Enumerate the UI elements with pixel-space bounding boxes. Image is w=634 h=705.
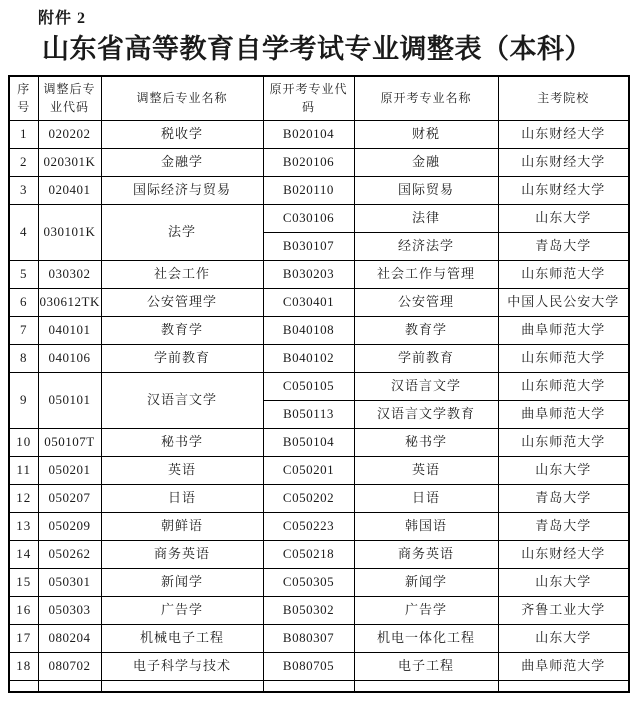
cell-old-name: 财税 — [354, 120, 498, 148]
cell-old-name: 商务英语 — [354, 540, 498, 568]
table-row-partial — [9, 680, 629, 692]
cell-old-name: 新闻学 — [354, 568, 498, 596]
table-row — [9, 204, 629, 232]
cell-old-code: B020104 — [263, 120, 354, 148]
table-row — [9, 120, 629, 148]
cell-university: 曲阜师范大学 — [498, 652, 629, 680]
cell-old-code: C050223 — [263, 512, 354, 540]
cell-university: 齐鲁工业大学 — [498, 596, 629, 624]
cell-serial: 12 — [9, 484, 38, 512]
cell-old-name: 日语 — [354, 484, 498, 512]
table-row — [9, 176, 629, 204]
cell-old-name: 法律 — [354, 204, 498, 232]
cell-old-code: C050305 — [263, 568, 354, 596]
cell-old-code: B050302 — [263, 596, 354, 624]
cell-serial: 16 — [9, 596, 38, 624]
table-row — [9, 568, 629, 596]
cell-new-code: 040101 — [38, 316, 101, 344]
cell-university: 山东大学 — [498, 624, 629, 652]
column-header-serial: 序号 — [9, 76, 38, 120]
cell-old-code: C050105 — [263, 372, 354, 400]
cell-old-code: C050202 — [263, 484, 354, 512]
cell-empty — [263, 680, 354, 692]
cell-new-code: 050303 — [38, 596, 101, 624]
table-row — [9, 652, 629, 680]
cell-university: 山东大学 — [498, 204, 629, 232]
cell-new-code: 050207 — [38, 484, 101, 512]
cell-new-name: 英语 — [101, 456, 263, 484]
table-row — [9, 512, 629, 540]
column-header-old-name: 原开考专业名称 — [354, 76, 498, 120]
cell-empty — [38, 680, 101, 692]
table-row — [9, 456, 629, 484]
column-header-new-code: 调整后专业代码 — [38, 76, 101, 120]
cell-new-code: 030612TK — [38, 288, 101, 316]
cell-old-code: B030107 — [263, 232, 354, 260]
cell-old-code: B030203 — [263, 260, 354, 288]
cell-new-code: 080702 — [38, 652, 101, 680]
cell-university: 山东师范大学 — [498, 344, 629, 372]
cell-new-code: 040106 — [38, 344, 101, 372]
cell-university: 青岛大学 — [498, 484, 629, 512]
column-header-old-code: 原开考专业代码 — [263, 76, 354, 120]
cell-old-name: 秘书学 — [354, 428, 498, 456]
cell-new-name: 秘书学 — [101, 428, 263, 456]
cell-old-code: B020106 — [263, 148, 354, 176]
table-header-row — [9, 76, 629, 120]
cell-serial: 1 — [9, 120, 38, 148]
attachment-label: 附件 2 — [38, 10, 87, 27]
cell-old-name: 韩国语 — [354, 512, 498, 540]
cell-old-name: 国际贸易 — [354, 176, 498, 204]
cell-old-code: C030106 — [263, 204, 354, 232]
cell-serial: 4 — [9, 204, 38, 260]
cell-empty — [498, 680, 629, 692]
cell-serial: 6 — [9, 288, 38, 316]
cell-old-name: 学前教育 — [354, 344, 498, 372]
cell-university: 山东财经大学 — [498, 148, 629, 176]
cell-old-code: C030401 — [263, 288, 354, 316]
cell-new-name: 新闻学 — [101, 568, 263, 596]
cell-old-name: 社会工作与管理 — [354, 260, 498, 288]
cell-serial: 11 — [9, 456, 38, 484]
cell-new-code: 030101K — [38, 204, 101, 260]
cell-serial: 9 — [9, 372, 38, 428]
table-body — [9, 120, 629, 692]
cell-new-name: 汉语言文学 — [101, 372, 263, 428]
cell-serial: 14 — [9, 540, 38, 568]
cell-new-name: 电子科学与技术 — [101, 652, 263, 680]
cell-serial: 5 — [9, 260, 38, 288]
cell-old-code: B020110 — [263, 176, 354, 204]
cell-new-name: 公安管理学 — [101, 288, 263, 316]
table-row — [9, 428, 629, 456]
cell-empty — [354, 680, 498, 692]
cell-serial: 13 — [9, 512, 38, 540]
cell-old-code: C050218 — [263, 540, 354, 568]
cell-new-code: 050262 — [38, 540, 101, 568]
cell-new-code: 020301K — [38, 148, 101, 176]
cell-new-name: 朝鲜语 — [101, 512, 263, 540]
cell-university: 中国人民公安大学 — [498, 288, 629, 316]
cell-new-code: 050201 — [38, 456, 101, 484]
table-row — [9, 148, 629, 176]
table-row — [9, 344, 629, 372]
cell-old-code: B080307 — [263, 624, 354, 652]
cell-old-name: 广告学 — [354, 596, 498, 624]
cell-old-code: B040108 — [263, 316, 354, 344]
cell-university: 山东大学 — [498, 568, 629, 596]
table-row — [9, 484, 629, 512]
column-header-university: 主考院校 — [498, 76, 629, 120]
cell-new-name: 社会工作 — [101, 260, 263, 288]
cell-new-name: 商务英语 — [101, 540, 263, 568]
cell-old-code: B050104 — [263, 428, 354, 456]
cell-serial: 2 — [9, 148, 38, 176]
cell-university: 山东师范大学 — [498, 372, 629, 400]
table-row — [9, 316, 629, 344]
page-title: 山东省高等教育自学考试专业调整表（本科） — [42, 34, 592, 64]
cell-serial: 17 — [9, 624, 38, 652]
cell-old-name: 公安管理 — [354, 288, 498, 316]
cell-new-code: 020401 — [38, 176, 101, 204]
cell-university: 山东财经大学 — [498, 176, 629, 204]
cell-serial: 8 — [9, 344, 38, 372]
cell-new-code: 020202 — [38, 120, 101, 148]
cell-new-code: 050107T — [38, 428, 101, 456]
cell-new-name: 广告学 — [101, 596, 263, 624]
cell-university: 山东财经大学 — [498, 120, 629, 148]
cell-old-name: 机电一体化工程 — [354, 624, 498, 652]
cell-new-name: 金融学 — [101, 148, 263, 176]
cell-new-name: 法学 — [101, 204, 263, 260]
cell-new-code: 050301 — [38, 568, 101, 596]
cell-university: 曲阜师范大学 — [498, 400, 629, 428]
cell-old-code: B050113 — [263, 400, 354, 428]
cell-new-name: 教育学 — [101, 316, 263, 344]
cell-old-name: 英语 — [354, 456, 498, 484]
cell-new-name: 学前教育 — [101, 344, 263, 372]
table-row — [9, 260, 629, 288]
cell-old-name: 电子工程 — [354, 652, 498, 680]
cell-serial: 10 — [9, 428, 38, 456]
cell-university: 山东大学 — [498, 456, 629, 484]
cell-old-code: B040102 — [263, 344, 354, 372]
table-row — [9, 372, 629, 400]
cell-university: 山东财经大学 — [498, 540, 629, 568]
cell-university: 青岛大学 — [498, 512, 629, 540]
cell-old-name: 汉语言文学 — [354, 372, 498, 400]
cell-serial: 3 — [9, 176, 38, 204]
cell-new-code: 080204 — [38, 624, 101, 652]
cell-university: 青岛大学 — [498, 232, 629, 260]
cell-serial: 15 — [9, 568, 38, 596]
cell-university: 曲阜师范大学 — [498, 316, 629, 344]
majors-table — [8, 75, 630, 693]
table-row — [9, 596, 629, 624]
cell-university: 山东师范大学 — [498, 260, 629, 288]
cell-old-name: 金融 — [354, 148, 498, 176]
column-header-new-name: 调整后专业名称 — [101, 76, 263, 120]
cell-old-code: C050201 — [263, 456, 354, 484]
table-row — [9, 624, 629, 652]
table-row — [9, 540, 629, 568]
cell-new-name: 国际经济与贸易 — [101, 176, 263, 204]
cell-old-name: 教育学 — [354, 316, 498, 344]
cell-new-code: 050209 — [38, 512, 101, 540]
cell-empty — [101, 680, 263, 692]
cell-empty — [9, 680, 38, 692]
cell-new-name: 税收学 — [101, 120, 263, 148]
cell-old-name: 汉语言文学教育 — [354, 400, 498, 428]
cell-university: 山东师范大学 — [498, 428, 629, 456]
cell-old-name: 经济法学 — [354, 232, 498, 260]
cell-new-name: 机械电子工程 — [101, 624, 263, 652]
cell-new-code: 030302 — [38, 260, 101, 288]
cell-serial: 7 — [9, 316, 38, 344]
cell-serial: 18 — [9, 652, 38, 680]
cell-new-name: 日语 — [101, 484, 263, 512]
cell-old-code: B080705 — [263, 652, 354, 680]
table-row — [9, 288, 629, 316]
cell-new-code: 050101 — [38, 372, 101, 428]
